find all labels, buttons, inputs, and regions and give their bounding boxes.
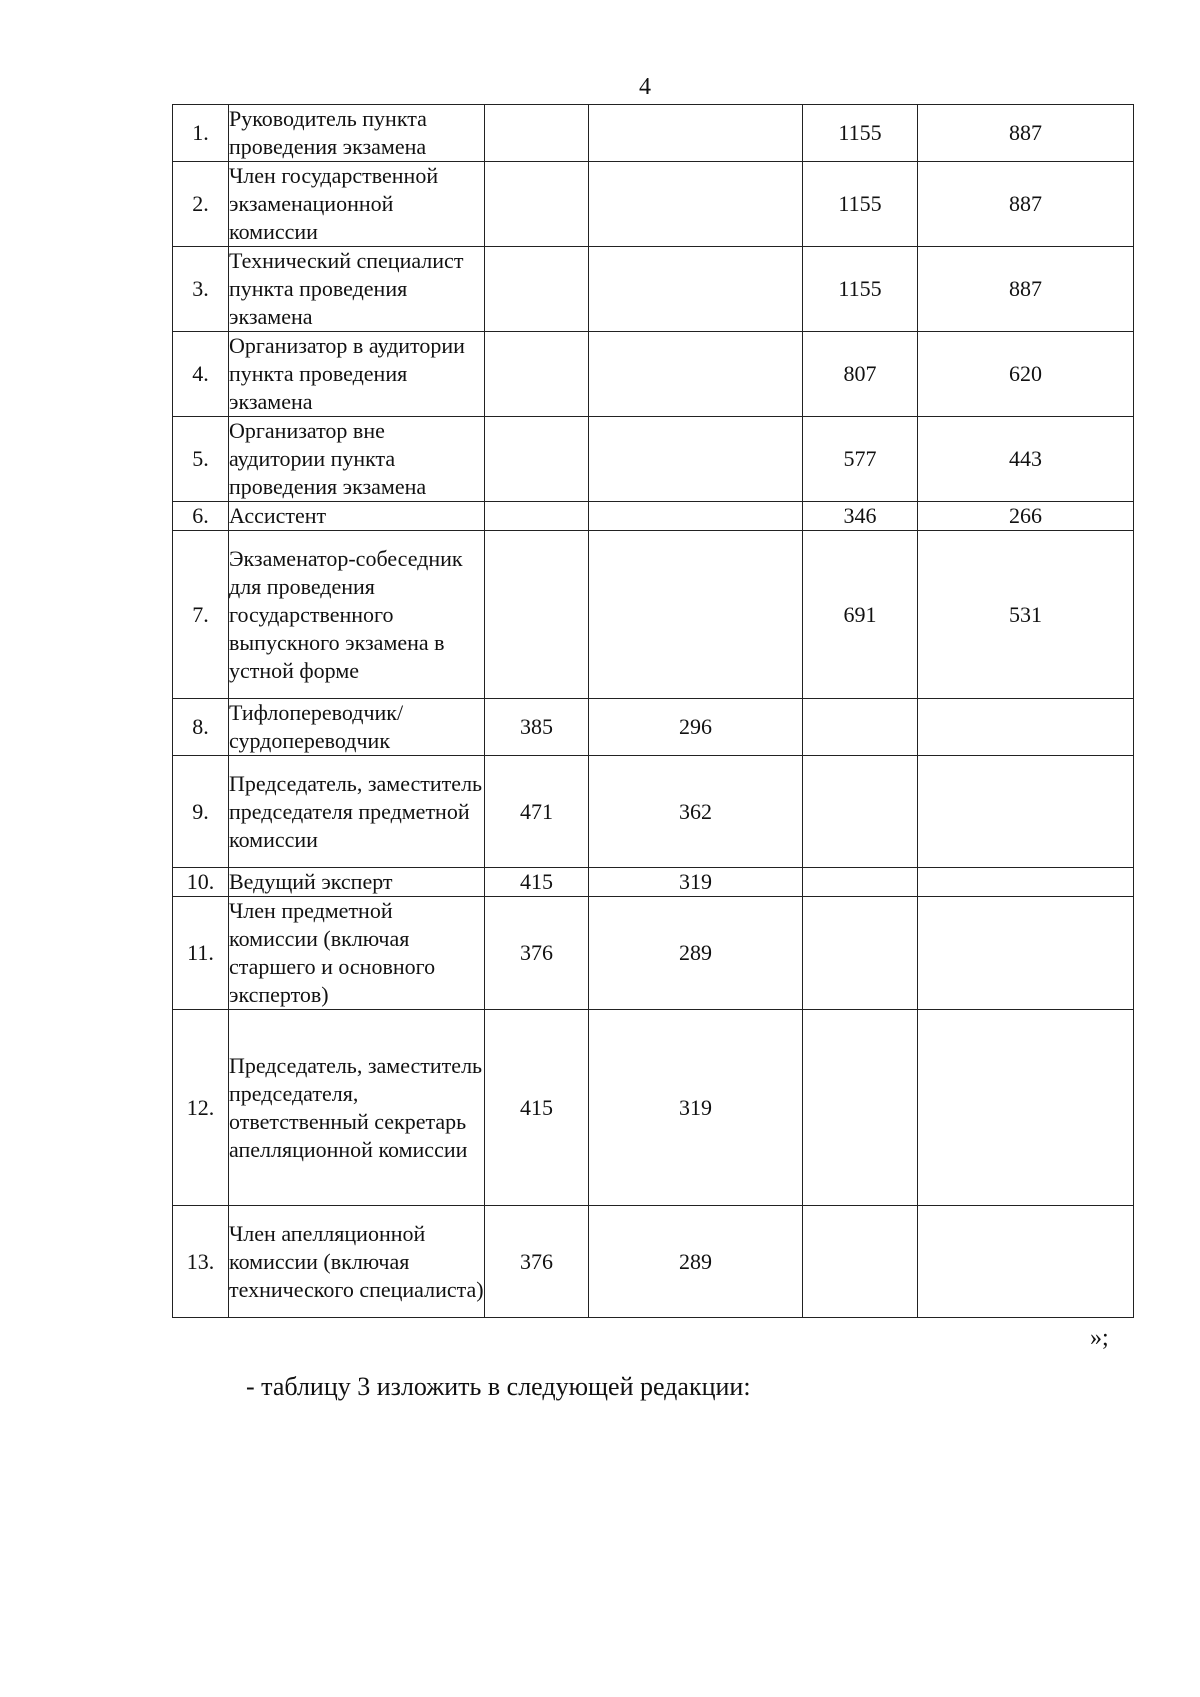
page-number: 4 [639, 74, 651, 100]
table-row [173, 868, 1134, 897]
row-value-col2 [589, 162, 803, 247]
row-number: 7. [173, 531, 229, 699]
row-position-name: Экзаменатор-собеседник для проведения государственного выпускного экзамена в устной форме [229, 531, 485, 699]
row-value-col1 [485, 105, 589, 162]
row-value-col4 [918, 1010, 1134, 1206]
row-number: 8. [173, 699, 229, 756]
row-position-name: Организатор в аудитории пункта проведения экзамена [229, 332, 485, 417]
row-value-col3 [803, 897, 918, 1010]
row-value-col3: 691 [803, 531, 918, 699]
table-row [173, 897, 1134, 1010]
row-value-col1 [485, 162, 589, 247]
row-number: 3. [173, 247, 229, 332]
table-row [173, 247, 1134, 332]
row-position-name: Председатель, заместитель председателя, ответственный секретарь апелляционной комиссии [229, 1010, 485, 1206]
row-value-col1: 385 [485, 699, 589, 756]
row-position-name: Руководитель пункта проведения экзамена [229, 105, 485, 162]
row-value-col4 [918, 1206, 1134, 1318]
row-value-col3 [803, 699, 918, 756]
row-value-col2: 319 [589, 1010, 803, 1206]
row-value-col2: 319 [589, 868, 803, 897]
table-row [173, 699, 1134, 756]
row-value-col2 [589, 417, 803, 502]
fee-table [172, 104, 1134, 1318]
row-number: 12. [173, 1010, 229, 1206]
row-value-col4: 887 [918, 247, 1134, 332]
row-value-col4 [918, 699, 1134, 756]
row-value-col2: 362 [589, 756, 803, 868]
row-number: 11. [173, 897, 229, 1010]
row-value-col3 [803, 868, 918, 897]
row-position-name: Член предметной комиссии (включая старшего и основного экспертов) [229, 897, 485, 1010]
row-number: 4. [173, 332, 229, 417]
row-value-col4: 266 [918, 502, 1134, 531]
row-value-col1 [485, 502, 589, 531]
row-value-col1 [485, 247, 589, 332]
row-value-col4: 531 [918, 531, 1134, 699]
row-number: 5. [173, 417, 229, 502]
row-position-name: Организатор вне аудитории пункта проведения экзамена [229, 417, 485, 502]
row-position-name: Член государственной экзаменационной комиссии [229, 162, 485, 247]
row-number: 9. [173, 756, 229, 868]
row-value-col1: 471 [485, 756, 589, 868]
row-value-col1: 415 [485, 1010, 589, 1206]
row-value-col2: 296 [589, 699, 803, 756]
row-position-name: Тифлопереводчик/ сурдопереводчик [229, 699, 485, 756]
row-value-col1 [485, 531, 589, 699]
row-value-col4 [918, 868, 1134, 897]
row-value-col2 [589, 531, 803, 699]
row-number: 6. [173, 502, 229, 531]
row-value-col1: 376 [485, 1206, 589, 1318]
row-value-col2: 289 [589, 897, 803, 1010]
row-value-col1 [485, 417, 589, 502]
table-row [173, 105, 1134, 162]
row-number: 13. [173, 1206, 229, 1318]
row-value-col3 [803, 1206, 918, 1318]
table-row [173, 1010, 1134, 1206]
table-row [173, 332, 1134, 417]
row-value-col4 [918, 897, 1134, 1010]
table-row [173, 531, 1134, 699]
row-value-col4: 443 [918, 417, 1134, 502]
row-value-col1: 376 [485, 897, 589, 1010]
row-position-name: Ведущий эксперт [229, 868, 485, 897]
row-position-name: Член апелляционной комиссии (включая технического специалиста) [229, 1206, 485, 1318]
table-row [173, 502, 1134, 531]
row-value-col2: 289 [589, 1206, 803, 1318]
row-value-col3 [803, 756, 918, 868]
row-value-col3: 1155 [803, 247, 918, 332]
row-value-col1 [485, 332, 589, 417]
table-row [173, 417, 1134, 502]
instruction-paragraph: - таблицу 3 изложить в следующей редакции: [246, 1372, 751, 1401]
row-value-col4: 887 [918, 162, 1134, 247]
row-position-name: Ассистент [229, 502, 485, 531]
row-value-col3: 807 [803, 332, 918, 417]
row-value-col3: 1155 [803, 162, 918, 247]
row-value-col3: 346 [803, 502, 918, 531]
row-value-col4: 887 [918, 105, 1134, 162]
row-value-col2 [589, 105, 803, 162]
row-value-col3: 577 [803, 417, 918, 502]
table-row [173, 162, 1134, 247]
closing-quote: »; [1090, 1325, 1109, 1351]
row-value-col4: 620 [918, 332, 1134, 417]
row-value-col3 [803, 1010, 918, 1206]
table-row [173, 756, 1134, 868]
row-number: 2. [173, 162, 229, 247]
row-position-name: Технический специалист пункта проведения экзамена [229, 247, 485, 332]
row-value-col1: 415 [485, 868, 589, 897]
row-value-col2 [589, 502, 803, 531]
row-number: 1. [173, 105, 229, 162]
row-value-col2 [589, 247, 803, 332]
table-row [173, 1206, 1134, 1318]
row-value-col3: 1155 [803, 105, 918, 162]
row-value-col4 [918, 756, 1134, 868]
row-number: 10. [173, 868, 229, 897]
row-position-name: Председатель, заместитель председателя предметной комиссии [229, 756, 485, 868]
row-value-col2 [589, 332, 803, 417]
